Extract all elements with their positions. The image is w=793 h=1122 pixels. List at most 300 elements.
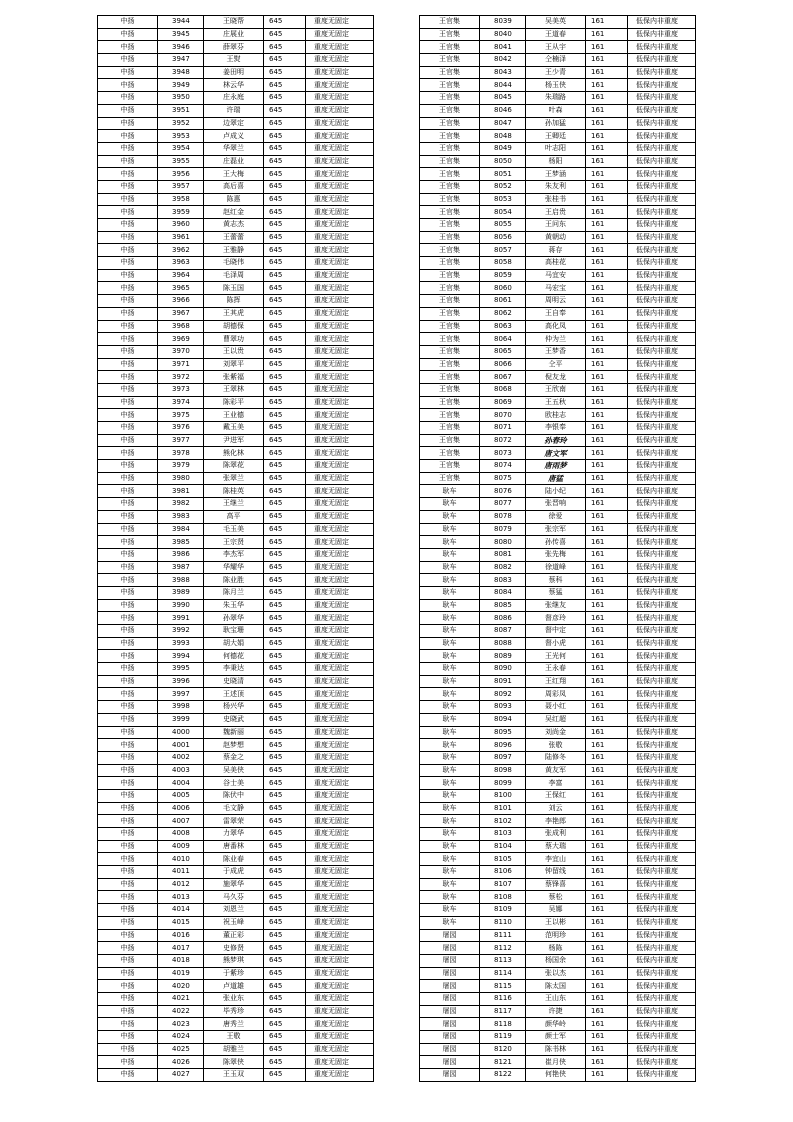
table-row <box>420 612 696 625</box>
amount-cell: 161 <box>586 295 628 308</box>
table-row <box>98 536 374 549</box>
serial-cell: 4000 <box>158 726 204 739</box>
amount-cell: 161 <box>586 155 628 168</box>
serial-cell: 8049 <box>480 142 526 155</box>
category-cell: 重度无固定 <box>306 117 374 130</box>
amount-cell: 161 <box>586 409 628 422</box>
table-row <box>98 295 374 308</box>
serial-cell: 3957 <box>158 180 204 193</box>
table-row <box>420 28 696 41</box>
category-cell: 重度无固定 <box>306 244 374 257</box>
category-cell: 低保内非重度 <box>628 16 696 29</box>
name-cell: 陈玉国 <box>204 282 264 295</box>
town-cell: 中扬 <box>98 548 158 561</box>
name-cell: 督中定 <box>526 625 586 638</box>
town-cell: 中扬 <box>98 929 158 942</box>
serial-cell: 4018 <box>158 954 204 967</box>
category-cell: 重度无固定 <box>306 1005 374 1018</box>
town-cell: 中扬 <box>98 41 158 54</box>
amount-cell: 645 <box>264 599 306 612</box>
name-cell: 王敬 <box>204 1031 264 1044</box>
amount-cell: 645 <box>264 244 306 257</box>
category-cell: 重度无固定 <box>306 523 374 536</box>
name-cell: 王梦涵 <box>526 168 586 181</box>
serial-cell: 8079 <box>480 523 526 536</box>
serial-cell: 3978 <box>158 447 204 460</box>
name-cell: 杨阳 <box>526 155 586 168</box>
serial-cell: 8116 <box>480 992 526 1005</box>
name-cell: 孙春玲 <box>526 434 586 447</box>
town-cell: 中扬 <box>98 142 158 155</box>
town-cell: 耿车 <box>420 625 480 638</box>
category-cell: 重度无固定 <box>306 383 374 396</box>
table-row <box>420 155 696 168</box>
name-cell: 毛晓伟 <box>204 257 264 270</box>
name-cell: 卢成义 <box>204 130 264 143</box>
amount-cell: 161 <box>586 1005 628 1018</box>
table-row <box>98 396 374 409</box>
serial-cell: 8120 <box>480 1043 526 1056</box>
town-cell: 中扬 <box>98 992 158 1005</box>
town-cell: 屠园 <box>420 942 480 955</box>
amount-cell: 645 <box>264 777 306 790</box>
town-cell: 耿车 <box>420 498 480 511</box>
category-cell: 重度无固定 <box>306 548 374 561</box>
name-cell: 王蕾蕾 <box>204 231 264 244</box>
serial-cell: 3999 <box>158 713 204 726</box>
table-row <box>98 104 374 117</box>
table-row <box>98 586 374 599</box>
serial-cell: 3959 <box>158 206 204 219</box>
category-cell: 低保内非重度 <box>628 244 696 257</box>
name-cell: 吴美侠 <box>204 764 264 777</box>
amount-cell: 161 <box>586 282 628 295</box>
town-cell: 耿车 <box>420 878 480 891</box>
table-row <box>420 295 696 308</box>
table-row <box>98 675 374 688</box>
serial-cell: 3962 <box>158 244 204 257</box>
town-cell: 中扬 <box>98 257 158 270</box>
table-row <box>98 663 374 676</box>
town-cell: 中扬 <box>98 701 158 714</box>
serial-cell: 3991 <box>158 612 204 625</box>
serial-cell: 8069 <box>480 396 526 409</box>
category-cell: 低保内非重度 <box>628 853 696 866</box>
category-cell: 重度无固定 <box>306 193 374 206</box>
serial-cell: 8054 <box>480 206 526 219</box>
name-cell: 王光何 <box>526 650 586 663</box>
name-cell: 史晓清 <box>204 675 264 688</box>
serial-cell: 3992 <box>158 625 204 638</box>
name-cell: 陈翠侠 <box>204 1056 264 1069</box>
town-cell: 中扬 <box>98 853 158 866</box>
table-row <box>420 193 696 206</box>
serial-cell: 3952 <box>158 117 204 130</box>
serial-cell: 3967 <box>158 307 204 320</box>
serial-cell: 3996 <box>158 675 204 688</box>
table-row <box>98 929 374 942</box>
name-cell: 耿宝珊 <box>204 625 264 638</box>
town-cell: 耿车 <box>420 561 480 574</box>
table-row <box>420 675 696 688</box>
category-cell: 低保内非重度 <box>628 599 696 612</box>
category-cell: 重度无固定 <box>306 345 374 358</box>
name-cell: 张晋响 <box>526 498 586 511</box>
amount-cell: 161 <box>586 307 628 320</box>
name-cell: 胡雅兰 <box>204 1043 264 1056</box>
category-cell: 低保内非重度 <box>628 929 696 942</box>
serial-cell: 8122 <box>480 1069 526 1082</box>
category-cell: 低保内非重度 <box>628 434 696 447</box>
table-row <box>420 929 696 942</box>
town-cell: 中扬 <box>98 789 158 802</box>
town-cell: 耿车 <box>420 713 480 726</box>
name-cell: 孙传喜 <box>526 536 586 549</box>
table-row <box>98 992 374 1005</box>
category-cell: 低保内非重度 <box>628 295 696 308</box>
town-cell: 中扬 <box>98 586 158 599</box>
right-register-table <box>419 15 696 1082</box>
name-cell: 吴美英 <box>526 16 586 29</box>
name-cell: 马宜安 <box>526 269 586 282</box>
category-cell: 重度无固定 <box>306 929 374 942</box>
name-cell: 胡德保 <box>204 320 264 333</box>
name-cell: 徐爱 <box>526 510 586 523</box>
category-cell: 低保内非重度 <box>628 1031 696 1044</box>
serial-cell: 8074 <box>480 460 526 473</box>
name-cell: 蒋存 <box>526 244 586 257</box>
serial-cell: 8056 <box>480 231 526 244</box>
town-cell: 中扬 <box>98 574 158 587</box>
table-row <box>98 1018 374 1031</box>
category-cell: 重度无固定 <box>306 942 374 955</box>
serial-cell: 4014 <box>158 904 204 917</box>
table-row <box>98 168 374 181</box>
category-cell: 低保内非重度 <box>628 472 696 485</box>
town-cell: 中扬 <box>98 625 158 638</box>
serial-cell: 3971 <box>158 358 204 371</box>
name-cell: 张敬 <box>526 739 586 752</box>
town-cell: 中扬 <box>98 510 158 523</box>
category-cell: 低保内非重度 <box>628 447 696 460</box>
table-row <box>98 117 374 130</box>
name-cell: 蔡猛 <box>526 586 586 599</box>
serial-cell: 8051 <box>480 168 526 181</box>
category-cell: 低保内非重度 <box>628 701 696 714</box>
amount-cell: 645 <box>264 713 306 726</box>
amount-cell: 161 <box>586 764 628 777</box>
name-cell: 庄永庭 <box>204 92 264 105</box>
amount-cell: 161 <box>586 422 628 435</box>
town-cell: 中扬 <box>98 1056 158 1069</box>
category-cell: 重度无固定 <box>306 371 374 384</box>
serial-cell: 8047 <box>480 117 526 130</box>
name-cell: 督小虎 <box>526 637 586 650</box>
amount-cell: 645 <box>264 371 306 384</box>
town-cell: 中扬 <box>98 295 158 308</box>
category-cell: 重度无固定 <box>306 396 374 409</box>
category-cell: 重度无固定 <box>306 828 374 841</box>
serial-cell: 8092 <box>480 688 526 701</box>
name-cell: 许捷 <box>526 1005 586 1018</box>
category-cell: 重度无固定 <box>306 104 374 117</box>
serial-cell: 8111 <box>480 929 526 942</box>
category-cell: 重度无固定 <box>306 269 374 282</box>
name-cell: 陈桂英 <box>204 485 264 498</box>
town-cell: 王官集 <box>420 295 480 308</box>
town-cell: 中扬 <box>98 193 158 206</box>
category-cell: 重度无固定 <box>306 434 374 447</box>
table-row <box>98 878 374 891</box>
amount-cell: 161 <box>586 548 628 561</box>
category-cell: 重度无固定 <box>306 422 374 435</box>
category-cell: 低保内非重度 <box>628 92 696 105</box>
town-cell: 中扬 <box>98 663 158 676</box>
name-cell: 杨兴华 <box>204 701 264 714</box>
table-row <box>420 942 696 955</box>
name-cell: 仝平 <box>526 358 586 371</box>
serial-cell: 8068 <box>480 383 526 396</box>
table-row <box>98 16 374 29</box>
name-cell: 王山东 <box>526 992 586 1005</box>
table-row <box>420 967 696 980</box>
category-cell: 重度无固定 <box>306 866 374 879</box>
town-cell: 王官集 <box>420 358 480 371</box>
serial-cell: 8076 <box>480 485 526 498</box>
serial-cell: 8043 <box>480 66 526 79</box>
name-cell: 蔡锋喜 <box>526 878 586 891</box>
serial-cell: 8101 <box>480 802 526 815</box>
table-row <box>420 891 696 904</box>
serial-cell: 4002 <box>158 751 204 764</box>
name-cell: 吴娜 <box>526 904 586 917</box>
table-row <box>98 1043 374 1056</box>
serial-cell: 4022 <box>158 1005 204 1018</box>
category-cell: 低保内非重度 <box>628 41 696 54</box>
name-cell: 高后喜 <box>204 180 264 193</box>
serial-cell: 8084 <box>480 586 526 599</box>
serial-cell: 8045 <box>480 92 526 105</box>
category-cell: 低保内非重度 <box>628 561 696 574</box>
table-row <box>420 1056 696 1069</box>
amount-cell: 161 <box>586 142 628 155</box>
amount-cell: 161 <box>586 612 628 625</box>
category-cell: 低保内非重度 <box>628 637 696 650</box>
town-cell: 王官集 <box>420 257 480 270</box>
category-cell: 重度无固定 <box>306 295 374 308</box>
town-cell: 中扬 <box>98 383 158 396</box>
name-cell: 黄朝动 <box>526 231 586 244</box>
amount-cell: 645 <box>264 891 306 904</box>
table-row <box>98 853 374 866</box>
name-cell: 崔月侠 <box>526 1056 586 1069</box>
category-cell: 重度无固定 <box>306 320 374 333</box>
town-cell: 耿车 <box>420 777 480 790</box>
name-cell: 黄友军 <box>526 764 586 777</box>
town-cell: 中扬 <box>98 726 158 739</box>
town-cell: 中扬 <box>98 206 158 219</box>
amount-cell: 161 <box>586 168 628 181</box>
serial-cell: 3975 <box>158 409 204 422</box>
amount-cell: 161 <box>586 904 628 917</box>
category-cell: 低保内非重度 <box>628 954 696 967</box>
category-cell: 低保内非重度 <box>628 764 696 777</box>
town-cell: 中扬 <box>98 130 158 143</box>
name-cell: 颜士军 <box>526 1031 586 1044</box>
name-cell: 陈翠花 <box>204 460 264 473</box>
table-row <box>420 828 696 841</box>
amount-cell: 161 <box>586 980 628 993</box>
serial-cell: 3974 <box>158 396 204 409</box>
name-cell: 马久芬 <box>204 891 264 904</box>
serial-cell: 3951 <box>158 104 204 117</box>
amount-cell: 161 <box>586 853 628 866</box>
category-cell: 低保内非重度 <box>628 193 696 206</box>
category-cell: 重度无固定 <box>306 1056 374 1069</box>
amount-cell: 161 <box>586 1069 628 1082</box>
amount-cell: 645 <box>264 523 306 536</box>
table-row <box>420 41 696 54</box>
amount-cell: 645 <box>264 422 306 435</box>
serial-cell: 8040 <box>480 28 526 41</box>
serial-cell: 4011 <box>158 866 204 879</box>
serial-cell: 8088 <box>480 637 526 650</box>
name-cell: 庄磊业 <box>204 155 264 168</box>
serial-cell: 8082 <box>480 561 526 574</box>
name-cell: 张继友 <box>526 599 586 612</box>
amount-cell: 645 <box>264 257 306 270</box>
table-row <box>98 320 374 333</box>
serial-cell: 8089 <box>480 650 526 663</box>
table-row <box>420 434 696 447</box>
category-cell: 重度无固定 <box>306 219 374 232</box>
category-cell: 低保内非重度 <box>628 79 696 92</box>
name-cell: 赵梦想 <box>204 739 264 752</box>
town-cell: 中扬 <box>98 79 158 92</box>
category-cell: 重度无固定 <box>306 16 374 29</box>
amount-cell: 645 <box>264 130 306 143</box>
town-cell: 耿车 <box>420 764 480 777</box>
name-cell: 张宗军 <box>526 523 586 536</box>
category-cell: 低保内非重度 <box>628 180 696 193</box>
name-cell: 王红翔 <box>526 675 586 688</box>
amount-cell: 645 <box>264 1069 306 1082</box>
category-cell: 低保内非重度 <box>628 815 696 828</box>
serial-cell: 8117 <box>480 1005 526 1018</box>
town-cell: 王官集 <box>420 345 480 358</box>
serial-cell: 8093 <box>480 701 526 714</box>
table-row <box>420 92 696 105</box>
name-cell: 王永春 <box>526 663 586 676</box>
serial-cell: 3953 <box>158 130 204 143</box>
amount-cell: 161 <box>586 574 628 587</box>
name-cell: 杨玉侠 <box>526 79 586 92</box>
amount-cell: 645 <box>264 650 306 663</box>
table-row <box>98 650 374 663</box>
category-cell: 低保内非重度 <box>628 168 696 181</box>
table-row <box>420 307 696 320</box>
serial-cell: 8055 <box>480 219 526 232</box>
table-row <box>98 231 374 244</box>
table-row <box>98 193 374 206</box>
name-cell: 高化凤 <box>526 320 586 333</box>
category-cell: 低保内非重度 <box>628 142 696 155</box>
category-cell: 低保内非重度 <box>628 498 696 511</box>
table-row <box>98 447 374 460</box>
name-cell: 尹进军 <box>204 434 264 447</box>
name-cell: 祝玉峰 <box>204 916 264 929</box>
town-cell: 王官集 <box>420 16 480 29</box>
category-cell: 重度无固定 <box>306 79 374 92</box>
name-cell: 高桂花 <box>526 257 586 270</box>
town-cell: 中扬 <box>98 739 158 752</box>
name-cell: 李宜山 <box>526 853 586 866</box>
amount-cell: 161 <box>586 1043 628 1056</box>
table-row <box>98 28 374 41</box>
serial-cell: 3964 <box>158 269 204 282</box>
town-cell: 中扬 <box>98 916 158 929</box>
category-cell: 低保内非重度 <box>628 840 696 853</box>
amount-cell: 645 <box>264 79 306 92</box>
amount-cell: 161 <box>586 92 628 105</box>
table-row <box>420 219 696 232</box>
serial-cell: 3998 <box>158 701 204 714</box>
serial-cell: 4008 <box>158 828 204 841</box>
name-cell: 卢道雄 <box>204 980 264 993</box>
amount-cell: 161 <box>586 66 628 79</box>
town-cell: 耿车 <box>420 523 480 536</box>
town-cell: 中扬 <box>98 434 158 447</box>
table-row <box>98 333 374 346</box>
amount-cell: 161 <box>586 929 628 942</box>
category-cell: 低保内非重度 <box>628 866 696 879</box>
table-row <box>420 764 696 777</box>
serial-cell: 3987 <box>158 561 204 574</box>
serial-cell: 3955 <box>158 155 204 168</box>
amount-cell: 161 <box>586 891 628 904</box>
amount-cell: 645 <box>264 41 306 54</box>
category-cell: 重度无固定 <box>306 180 374 193</box>
serial-cell: 8107 <box>480 878 526 891</box>
name-cell: 王少青 <box>526 66 586 79</box>
town-cell: 王官集 <box>420 472 480 485</box>
name-cell: 朱瑞路 <box>526 92 586 105</box>
serial-cell: 8046 <box>480 104 526 117</box>
table-row <box>420 739 696 752</box>
town-cell: 屠园 <box>420 1056 480 1069</box>
category-cell: 低保内非重度 <box>628 967 696 980</box>
table-row <box>420 396 696 409</box>
category-cell: 重度无固定 <box>306 992 374 1005</box>
town-cell: 中扬 <box>98 180 158 193</box>
name-cell: 王晓帮 <box>204 16 264 29</box>
serial-cell: 3958 <box>158 193 204 206</box>
table-row <box>98 219 374 232</box>
table-row <box>420 257 696 270</box>
serial-cell: 3977 <box>158 434 204 447</box>
town-cell: 中扬 <box>98 16 158 29</box>
serial-cell: 3976 <box>158 422 204 435</box>
category-cell: 低保内非重度 <box>628 612 696 625</box>
category-cell: 低保内非重度 <box>628 206 696 219</box>
amount-cell: 645 <box>264 104 306 117</box>
amount-cell: 645 <box>264 295 306 308</box>
serial-cell: 3994 <box>158 650 204 663</box>
amount-cell: 161 <box>586 244 628 257</box>
town-cell: 中扬 <box>98 777 158 790</box>
amount-cell: 161 <box>586 599 628 612</box>
category-cell: 低保内非重度 <box>628 726 696 739</box>
